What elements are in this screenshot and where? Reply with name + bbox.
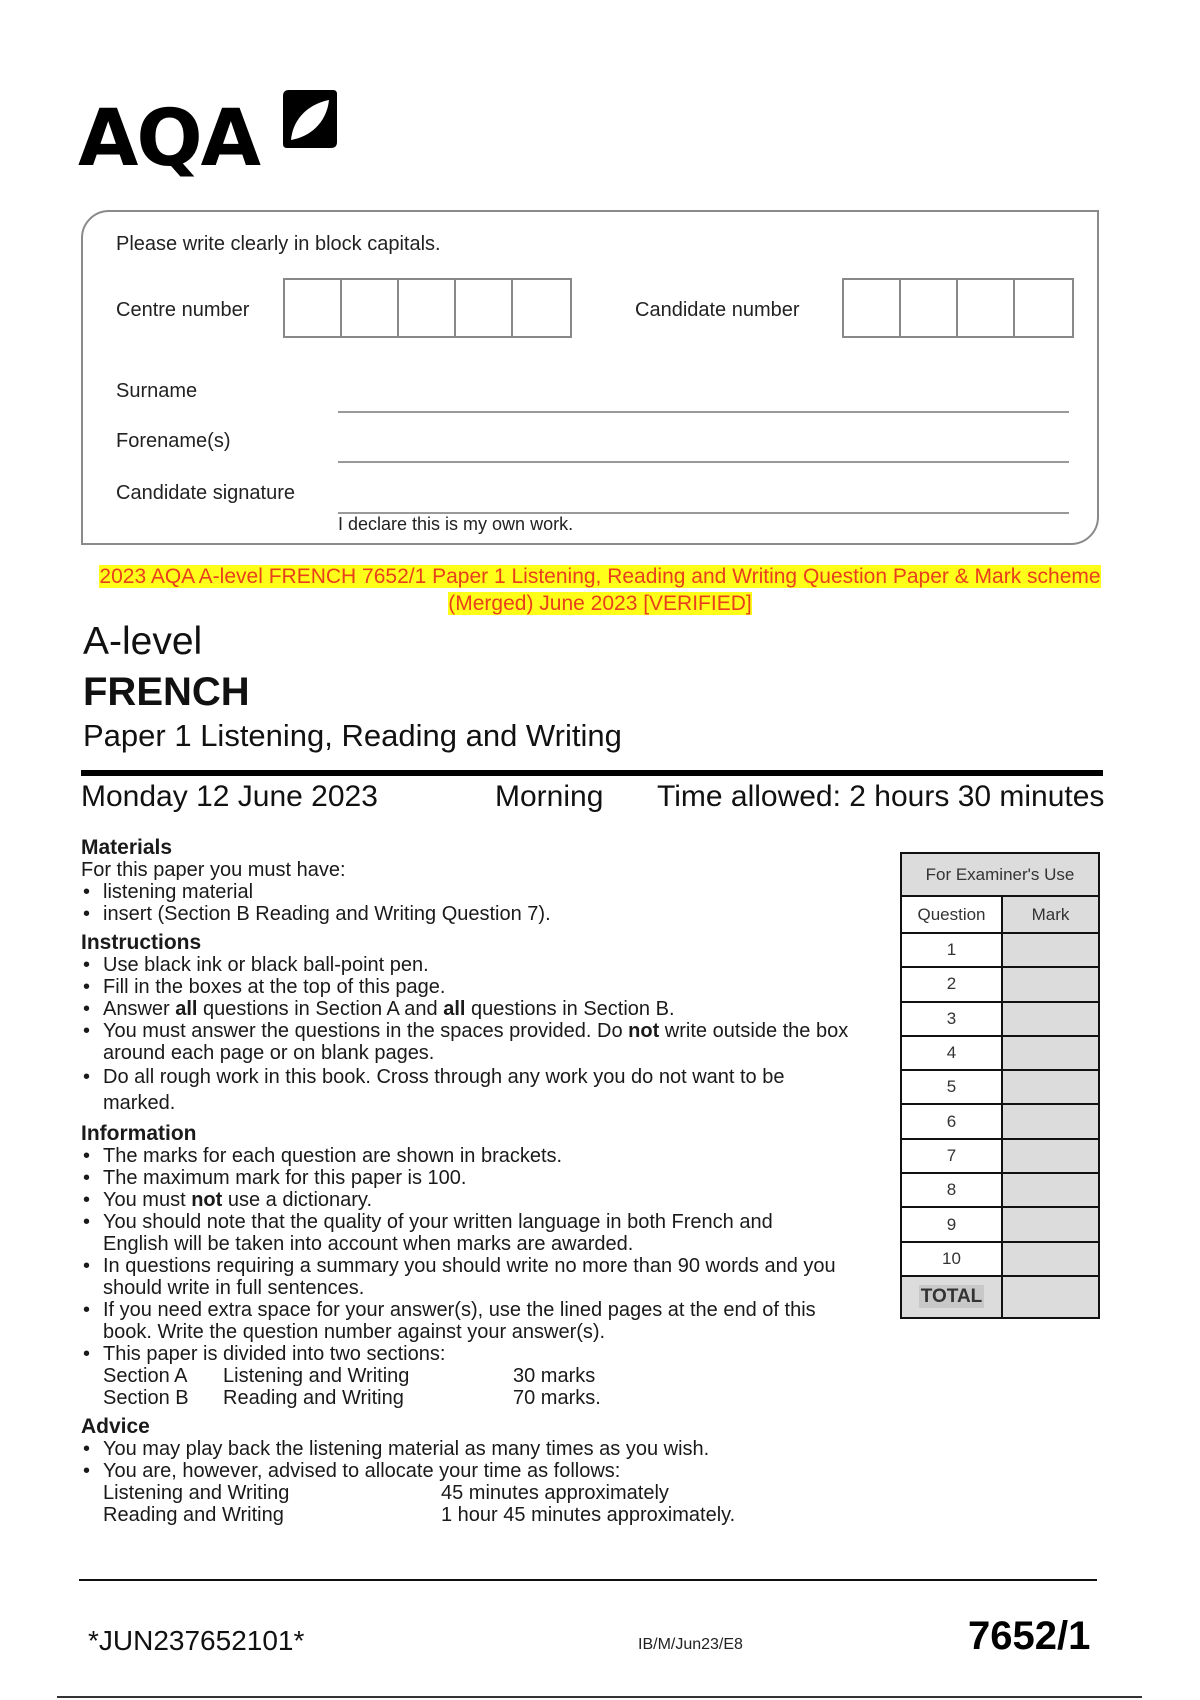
document-reference: IB/M/Jun23/E8 [638,1636,743,1653]
examiner-table-heading: For Examiner's Use [901,853,1099,896]
total-mark-cell[interactable] [1002,1276,1099,1318]
table-row [901,1139,1099,1173]
table-row [901,933,1099,967]
question-number: 5 [901,1070,1002,1104]
logo-text: AQA [78,94,260,184]
question-number: 7 [901,1139,1002,1173]
centre-number-digit[interactable] [456,280,513,336]
section-name: Section B [103,1387,189,1409]
section-title: Listening and Writing [223,1365,410,1387]
table-row [901,1002,1099,1036]
surname-label: Surname [116,380,198,402]
list-item: • The maximum mark for this paper is 100. [81,1167,861,1189]
mark-column-header: Mark [1002,896,1099,933]
candidate-number-digit[interactable] [958,280,1015,336]
centre-number-digit[interactable] [399,280,456,336]
list-item: • You are, however, advised to allocate your time as follows: [81,1460,861,1482]
candidate-number-input[interactable] [842,278,1074,338]
question-number: 9 [901,1207,1002,1241]
mark-cell[interactable] [1002,1070,1099,1104]
list-item: • Do all rough work in this book. Cross through any work you do not want to be marked. [81,1064,861,1116]
mark-cell[interactable] [1002,1139,1099,1173]
section-marks: 30 marks [513,1365,596,1387]
candidate-number-digit[interactable] [1015,280,1072,336]
question-number: 8 [901,1173,1002,1207]
list-item: • You must answer the questions in the spaces provided. Do not write outside the box around each page or on blank pages. [81,1020,861,1064]
exam-guidance [81,836,861,1526]
list-item: • Use black ink or black ball-point pen. [81,954,861,976]
block-capitals-instruction: Please write clearly in block capitals. [116,233,441,255]
mark-cell[interactable] [1002,1002,1099,1036]
mark-cell[interactable] [1002,967,1099,1001]
section-b-row [81,1387,861,1409]
mark-cell[interactable] [1002,1242,1099,1276]
candidate-number-digit[interactable] [901,280,958,336]
mark-cell[interactable] [1002,1173,1099,1207]
list-item: • Fill in the boxes at the top of this page. [81,976,861,998]
time-allowed: Time allowed: 2 hours 30 minutes [657,780,1105,813]
question-number: 10 [901,1242,1002,1276]
candidate-number-digit[interactable] [844,280,901,336]
information-heading: Information [81,1122,197,1145]
allocation-row [81,1482,861,1504]
information-list [81,1145,861,1365]
paper-code: 7652/1 [968,1614,1091,1658]
list-item: • You must not use a dictionary. [81,1189,861,1211]
list-item: • The marks for each question are shown in brackets. [81,1145,861,1167]
allocation-time: 1 hour 45 minutes approximately. [441,1504,736,1526]
signature-label: Candidate signature [116,482,296,504]
materials-intro: For this paper you must have: [81,859,346,881]
table-row [901,1242,1099,1276]
centre-number-digit[interactable] [342,280,399,336]
page-edge [57,1696,1142,1698]
qualification-level: A-level [83,620,203,663]
centre-number-label: Centre number [116,299,250,321]
list-item: • Answer all questions in Section A and all questions in Section B. [81,998,861,1020]
advice-heading: Advice [81,1415,150,1438]
materials-heading: Materials [81,836,173,859]
centre-number-input[interactable] [283,278,572,338]
list-item: • insert (Section B Reading and Writing Question 7). [81,903,861,925]
question-number: 2 [901,967,1002,1001]
table-row [901,1207,1099,1241]
barcode-text: *JUN237652101* [88,1625,305,1656]
list-item: • In questions requiring a summary you should write no more than 90 words and you should write in full sentences. [81,1255,861,1299]
mark-cell[interactable] [1002,933,1099,967]
question-number: 4 [901,1036,1002,1070]
exam-date: Monday 12 June 2023 [81,780,378,813]
table-row [901,1173,1099,1207]
table-row [901,967,1099,1001]
candidate-number-label: Candidate number [635,299,800,321]
section-a-row [81,1365,861,1387]
section-title: Reading and Writing [223,1387,404,1409]
mark-cell[interactable] [1002,1104,1099,1138]
list-item: • You may play back the listening material as many times as you wish. [81,1438,861,1460]
table-row [901,1036,1099,1070]
question-number: 3 [901,1002,1002,1036]
list-item: • This paper is divided into two sections: [81,1343,861,1365]
surname-field[interactable] [338,411,1069,413]
total-label: TOTAL [920,1285,983,1307]
question-column-header: Question [901,896,1002,933]
instructions-heading: Instructions [81,931,202,954]
footer-divider [79,1579,1097,1581]
list-item: • You should note that the quality of your written language in both French and English will be taken into account when marks are awarded. [81,1211,861,1255]
materials-list [81,881,861,925]
table-row [901,1070,1099,1104]
declaration-text: I declare this is my own work. [338,514,574,534]
list-item: • If you need extra space for your answer(s), use the lined pages at the end of this book. Write the question number against your answer(s). [81,1299,861,1343]
document-banner [70,563,1130,617]
allocation-time: 45 minutes approximately [441,1482,669,1504]
allocation-part: Listening and Writing [103,1482,290,1504]
instructions-list [81,954,861,1116]
list-item: • listening material [81,881,861,903]
exam-session: Morning [495,780,604,813]
question-number: 6 [901,1104,1002,1138]
total-label-cell [901,1276,1002,1318]
centre-number-digit[interactable] [285,280,342,336]
advice-list [81,1438,861,1482]
centre-number-digit[interactable] [513,280,570,336]
subject-title: FRENCH [83,670,250,714]
mark-cell[interactable] [1002,1207,1099,1241]
title-divider [81,770,1103,776]
banner-text: 2023 AQA A-level FRENCH 7652/1 Paper 1 Listening, Reading and Writing Question Paper & Mark scheme (Merged) June 2023 [VERIFIED] [99,565,1101,615]
candidate-details-box [81,210,1099,545]
mark-cell[interactable] [1002,1036,1099,1070]
forenames-label: Forename(s) [116,430,231,452]
allocation-part: Reading and Writing [103,1504,284,1526]
forenames-field[interactable] [338,461,1069,463]
examiner-use-table [900,852,1100,1319]
aqa-logo [78,90,348,185]
question-number: 1 [901,933,1002,967]
section-name: Section A [103,1365,188,1387]
section-marks: 70 marks. [513,1387,601,1409]
leaf-icon [283,90,337,148]
total-row [901,1276,1099,1318]
paper-title: Paper 1 Listening, Reading and Writing [83,718,622,753]
table-row [901,1104,1099,1138]
allocation-row [81,1504,861,1526]
